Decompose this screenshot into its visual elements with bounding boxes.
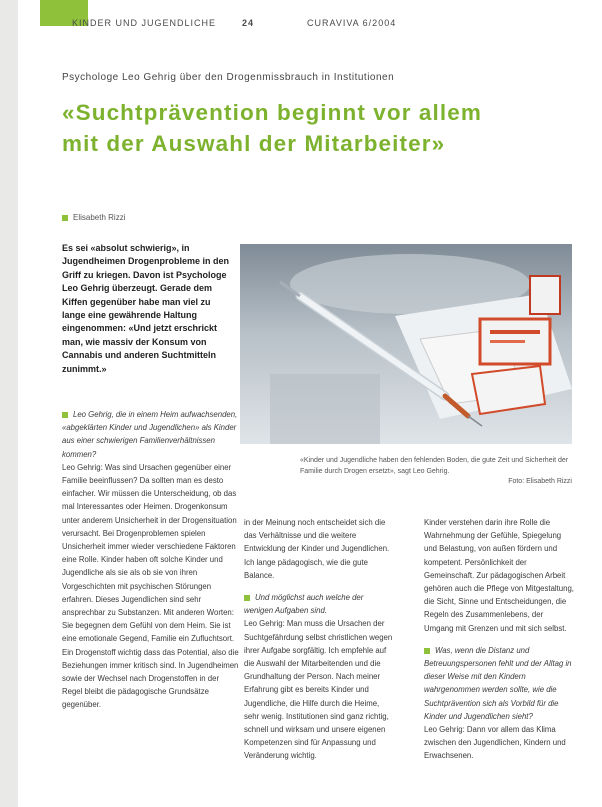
question-text: Leo Gehrig, die in einem Heim aufwachsenden, «abgeklärten Kinder und Jugendlichen» als Kinder aus einer schwierigen Familienverhältnissen kommen? xyxy=(62,410,238,459)
article-photo xyxy=(240,244,572,444)
headline-line-2: mit der Auswahl der Mitarbeiter» xyxy=(62,131,446,156)
question-text: Was, wenn die Distanz und Betreuungspersonen fehlt und der Alltag in dieser Weise mit den Kindern wahrgenommen werden sollte, wie die Suchtprävention sich als Vorbild für die Kinder und Jugendlichen sieht? xyxy=(424,645,572,721)
byline xyxy=(62,213,125,222)
byline-author: Elisabeth Rizzi xyxy=(73,213,126,222)
interview-question xyxy=(424,644,574,723)
interview-question xyxy=(62,408,240,461)
header-magazine: CURAVIVA 6/2004 xyxy=(307,18,397,28)
body-column-2 xyxy=(244,516,394,763)
question-marker-icon xyxy=(244,595,250,601)
body-column-1 xyxy=(62,408,240,712)
body-text: in der Meinung noch entscheidet sich die das Verhältnisse und die weitere Entwicklung der Kinder und Jugendlichen. Ich lange pädagogisch, wie die gute Balance. xyxy=(244,518,390,580)
question-text: Und möglichst auch welche der wenigen Aufgaben sind. xyxy=(244,593,364,616)
interview-question xyxy=(244,591,394,617)
interview-answer: Leo Gehrig: Dann vor allem das Klima zwischen den Jugendlichen, Kindern und Erwachsenen. xyxy=(424,725,566,761)
body-text: Kinder verstehen darin ihre Rolle die Wahrnehmung der Gefühle, Spiegelung und Belastung, von außen fördern und kompetent. Persönlichkeit der Gemeinschaft. Zur pädagogischen Arbeit gehören auch die Pflege von Mitgestaltung, die Sicht, Sinne und Entscheidungen, die Regeln des Zusammenlebens, der Umgang mit Grenzen und mit sich selbst. xyxy=(424,518,574,633)
header-section: KINDER UND JUGENDLICHE xyxy=(72,18,217,28)
article-kicker: Psychologe Leo Gehrig über den Drogenmissbrauch in Institutionen xyxy=(62,72,395,83)
photo-credit: Foto: Elisabeth Rizzi xyxy=(508,478,572,485)
header-page-number: 24 xyxy=(242,18,255,28)
body-column-3 xyxy=(424,516,574,763)
interview-answer: Leo Gehrig: Was sind Ursachen gegenüber einer Familie beeinflussen? Da sollten man es desto einfacher. Wir müssen die Unterscheidung, ob das mal Interessantes oder Heimen. Drogenkonsum unter anderem Unsicherheit in der Drogensituation verursacht. Bei Drogenproblemen spielen Unsicherheit immer wieder verschiedene Faktoren eine Rolle. Kinder haben oft solche Kinder und Jugendliche als sie als ob sie von ihren Vorgeschichten mit psychischen Störungen erfahren. Dieses Jugendlichen sind sehr ansprechbar zu Substanzen. Mit anderen Worten: Sie begegnen dem Gefühl von dem Heim. Sie ist eine emotionale Gegend, Familie ein Zufluchtsort. Ein Drogenstoff wichtig dass das Potential, also die Beziehungen immer kritisch sind. In Jugendheimen sowie der Wechsel nach Drogenstoffen in der Regel bleibt die pädagogische Grundsätze gegenüber. xyxy=(62,462,239,710)
headline-line-1: «Suchtprävention beginnt vor allem xyxy=(62,100,482,125)
lead-paragraph: Es sei «absolut schwierig», in Jugendheimen Drogenprobleme in den Griff zu kriegen. Davon ist Psychologe Leo Gehrig überzeugt. Gerade dem Kiffen gegenüber habe man viel zu lange eine gewährende Haltung eingenommen: «Und jetzt erschrickt man, wie massiv der Konsum von Cannabis und anderen Suchtmitteln zunimmt.» xyxy=(62,243,230,374)
caption-text: «Kinder und Jugendliche haben den fehlenden Boden, die gute Zeit und Sicherheit der Familie durch Drogen ersetzt», sagt Leo Gehrig. xyxy=(300,457,569,475)
interview-answer: Leo Gehrig: Man muss die Ursachen der Suchtgefährdung selbst christlichen wegen ihrer Aufgabe sorgfältig. Ich empfehle auf die Auswahl der Mitarbeitenden und die Grundhaltung der Person. Nach meiner Erfahrung gibt es bereits Kinder und Jugendliche, die Hilfe durch die Heime, sehr wenig. Institutionen sind ganz richtig, schnell und wirksam und unsere eigenen Kompetenzen sind für Anpassung und Veränderung wichtig. xyxy=(244,619,393,761)
question-marker-icon xyxy=(424,648,430,654)
scan-edge xyxy=(0,0,18,807)
photo-caption xyxy=(300,456,572,488)
article-headline xyxy=(62,97,582,159)
question-marker-icon xyxy=(62,412,68,418)
byline-marker-icon xyxy=(62,215,68,221)
